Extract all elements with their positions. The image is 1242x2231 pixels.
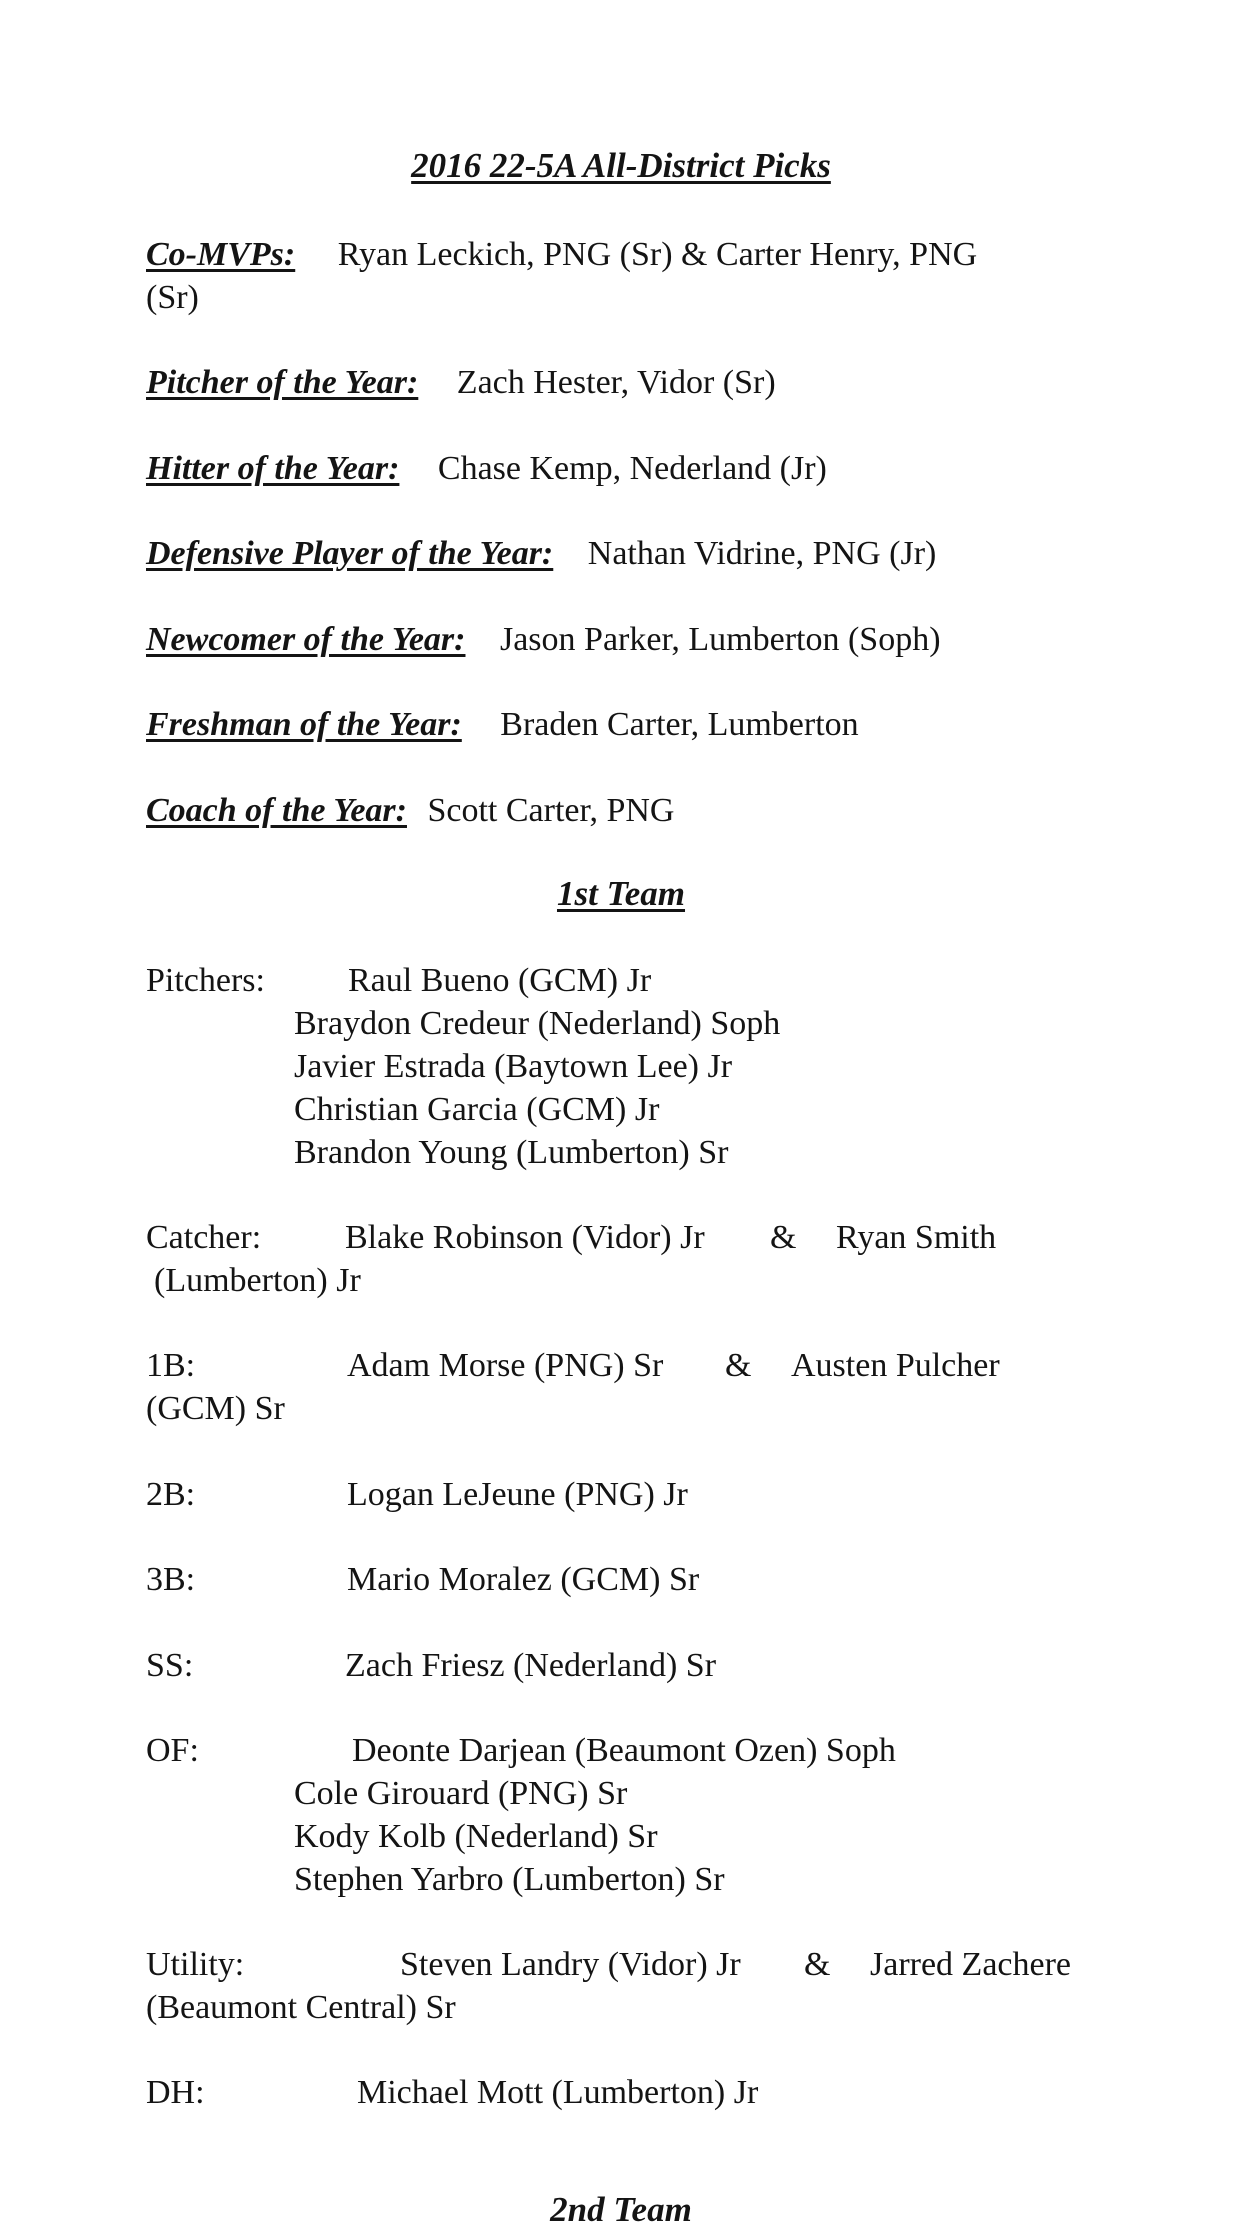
award-freshman-of-the-year [146,703,859,746]
first-base-label: 1B: [146,1347,196,1384]
first-base-continuation: (GCM) Sr [146,1390,285,1427]
document-title: 2016 22-5A All-District Picks [411,146,831,185]
outfield-item: Deonte Darjean (Beaumont Ozen) Soph [352,1732,896,1769]
award-value: Zach Hester, Vidor (Sr) [456,364,776,401]
award-value: Jason Parker, Lumberton (Soph) [499,621,941,658]
catcher-player-a: Blake Robinson (Vidor) Jr [345,1219,705,1256]
outfield-label: OF: [146,1732,199,1769]
utility-continuation: (Beaumont Central) Sr [146,1989,456,2026]
outfield-item: Stephen Yarbro (Lumberton) Sr [294,1861,725,1898]
award-coach-of-the-year [146,789,674,832]
award-value: Nathan Vidrine, PNG (Jr) [587,535,937,572]
first-base-ampersand: & [725,1347,752,1384]
utility-ampersand: & [804,1946,831,1983]
catcher-label: Catcher: [146,1219,262,1256]
outfield-item: Cole Girouard (PNG) Sr [294,1775,628,1812]
award-newcomer-of-the-year [146,618,941,661]
award-label: Hitter of the Year: [146,450,400,487]
pitcher-item: Braydon Credeur (Nederland) Soph [294,1005,781,1042]
award-co-mvps [146,233,977,276]
award-value: Scott Carter, PNG [427,792,675,829]
award-label: Coach of the Year: [146,792,407,829]
award-label: Newcomer of the Year: [146,621,466,658]
third-base-label: 3B: [146,1561,196,1598]
pitcher-item: Brandon Young (Lumberton) Sr [294,1134,729,1171]
award-label: Defensive Player of the Year: [146,535,554,572]
award-value: Chase Kemp, Nederland (Jr) [437,450,827,487]
shortstop-player: Zach Friesz (Nederland) Sr [345,1647,717,1684]
utility-label: Utility: [146,1946,245,1983]
shortstop-label: SS: [146,1647,194,1684]
catcher-player-b: Ryan Smith [836,1219,997,1256]
pitcher-item: Christian Garcia (GCM) Jr [294,1091,660,1128]
award-value: Braden Carter, Lumberton [500,706,859,743]
award-hitter-of-the-year [146,447,827,490]
outfield-item: Kody Kolb (Nederland) Sr [294,1818,658,1855]
catcher-ampersand: & [770,1219,797,1256]
pitcher-item: Javier Estrada (Baytown Lee) Jr [294,1048,733,1085]
award-value: Ryan Leckich, PNG (Sr) & Carter Henry, PNG [337,236,978,273]
pitcher-item: Raul Bueno (GCM) Jr [348,962,652,999]
award-pitcher-of-the-year [146,361,776,404]
catcher-continuation: (Lumberton) Jr [154,1262,361,1299]
first-base-player-b: Austen Pulcher [791,1347,1000,1384]
dh-label: DH: [146,2074,205,2111]
first-base-player-a: Adam Morse (PNG) Sr [347,1347,664,1384]
award-label: Co-MVPs: [146,236,296,273]
utility-player-b: Jarred Zachere [870,1946,1072,1983]
award-co-mvps-continuation: (Sr) [146,279,199,316]
second-team-heading: 2nd Team [550,2190,692,2229]
award-label: Freshman of the Year: [146,706,462,743]
dh-player: Michael Mott (Lumberton) Jr [357,2074,759,2111]
second-base-player: Logan LeJeune (PNG) Jr [347,1476,688,1513]
award-label: Pitcher of the Year: [146,364,419,401]
utility-player-a: Steven Landry (Vidor) Jr [400,1946,741,1983]
pitchers-label: Pitchers: [146,962,265,999]
award-defensive-player-of-the-year [146,532,936,575]
second-base-label: 2B: [146,1476,196,1513]
third-base-player: Mario Moralez (GCM) Sr [347,1561,700,1598]
first-team-heading: 1st Team [556,874,686,913]
